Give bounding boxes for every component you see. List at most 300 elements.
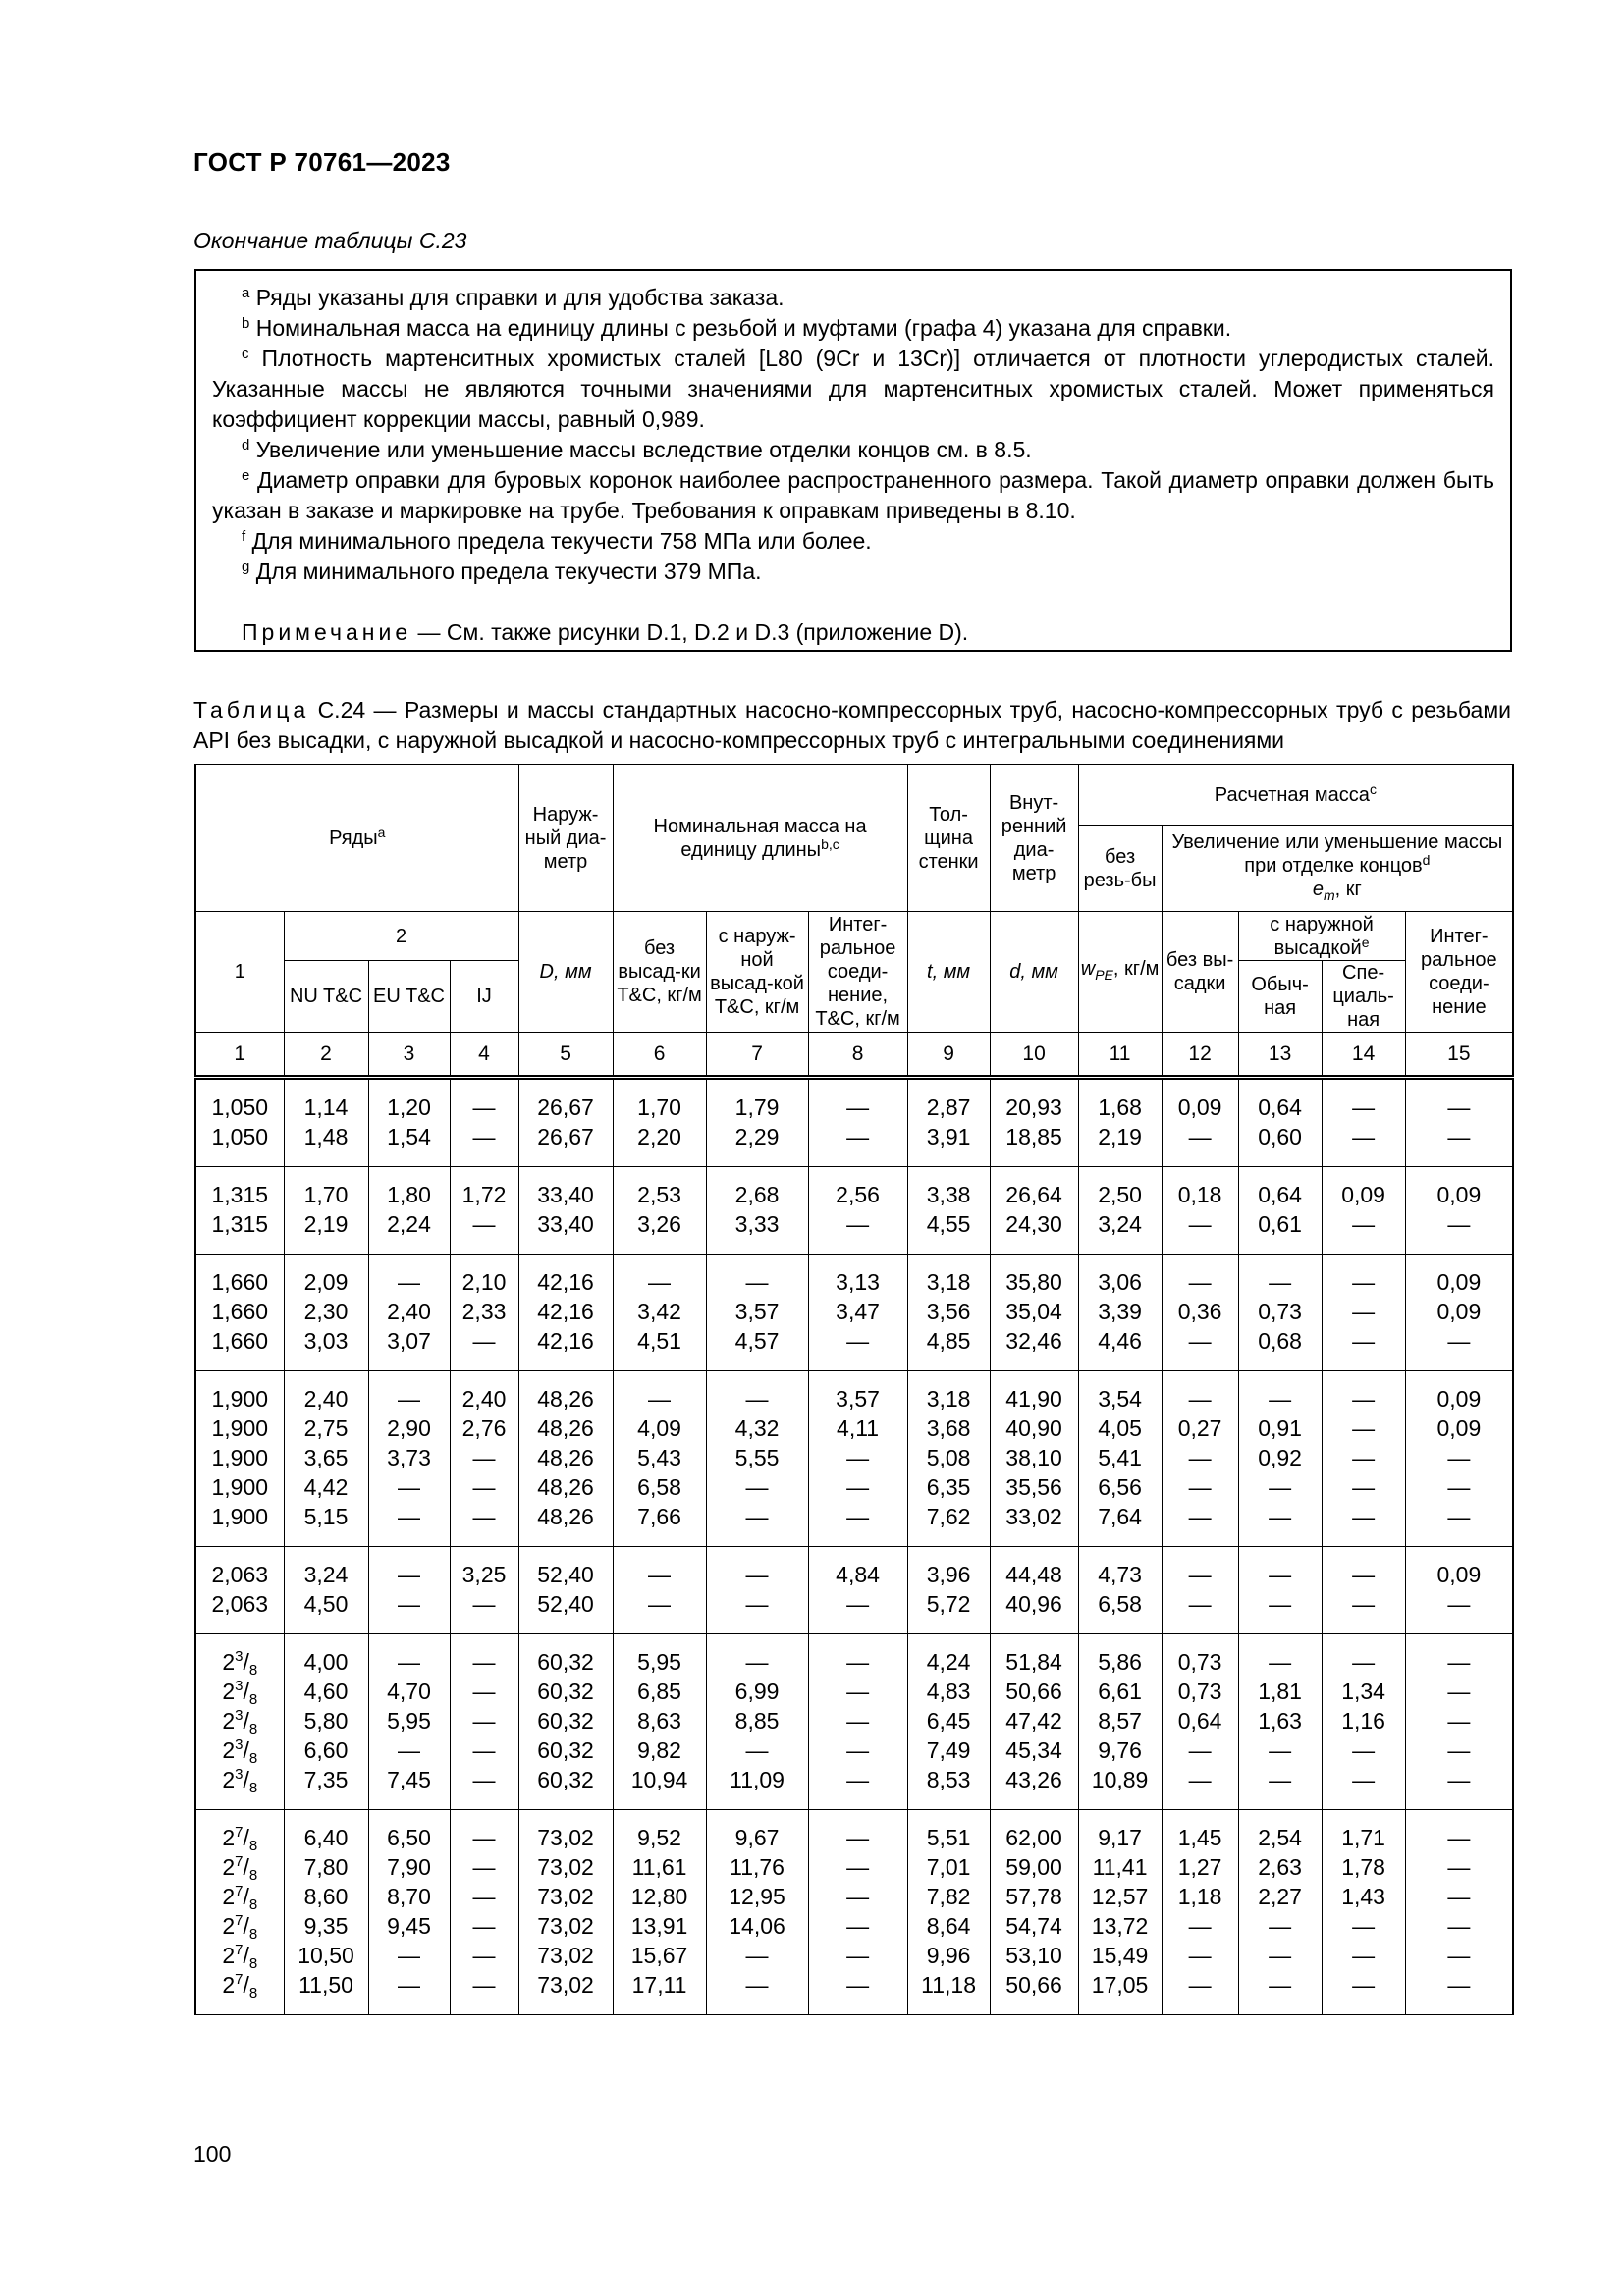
cell-value: 4,57 — [734, 1328, 780, 1354]
cell-value: 48,26 — [537, 1415, 594, 1441]
cell-value: 42,16 — [537, 1299, 594, 1324]
cell-value: 3,06 — [1098, 1269, 1142, 1295]
table-cell — [195, 1547, 284, 1634]
column-number: 2 — [284, 1033, 368, 1078]
document-code: ГОСТ Р 70761—2023 — [193, 147, 451, 177]
cell-value: 1,70 — [303, 1182, 349, 1207]
cell-value: — — [1447, 1445, 1471, 1470]
cell-value: 43,26 — [1005, 1767, 1062, 1792]
cell-value: — — [1447, 1095, 1471, 1120]
cell-value: — — [846, 1504, 870, 1529]
cell-value: — — [846, 1737, 870, 1763]
cell-value: 6,56 — [1098, 1474, 1142, 1500]
cell-value: 11,41 — [1092, 1854, 1148, 1880]
cell-value: 3,96 — [926, 1562, 971, 1587]
cell-value: 1,71 — [1341, 1825, 1385, 1850]
cell-value: 5,72 — [926, 1591, 971, 1617]
table-cell — [1078, 1810, 1162, 2015]
table-cell — [1162, 1255, 1238, 1371]
cell-value: — — [745, 1972, 769, 1998]
table-cell — [706, 1371, 808, 1547]
cell-value: 0,64 — [1258, 1182, 1302, 1207]
cell-value: — — [1269, 1737, 1292, 1763]
column-number-row — [195, 1033, 1513, 1078]
cell-value: 0,73 — [1177, 1679, 1222, 1704]
cell-value: — — [1188, 1124, 1212, 1149]
cell-value: 9,67 — [734, 1825, 780, 1850]
cell-value: 41,90 — [1005, 1386, 1062, 1412]
cell-value: — — [472, 1328, 496, 1354]
cell-value: 1,050 — [211, 1124, 269, 1149]
column-number: 13 — [1238, 1033, 1322, 1078]
cell-value: — — [1352, 1328, 1376, 1354]
cell-value: — — [1447, 1474, 1471, 1500]
cell-value: — — [745, 1386, 769, 1412]
cell-value: 47,42 — [1005, 1708, 1062, 1734]
cell-value: 5,86 — [1098, 1649, 1142, 1675]
table-cell — [195, 1255, 284, 1371]
header-wpe: $w_{PE}$, кг/м — [1078, 912, 1162, 1033]
column-number: 10 — [990, 1033, 1078, 1078]
table-cell — [1162, 1810, 1238, 2015]
cell-value: 45,34 — [1005, 1737, 1062, 1763]
column-number: 8 — [808, 1033, 907, 1078]
table-cell — [368, 1255, 450, 1371]
cell-value: 3,13 — [836, 1269, 880, 1295]
table-cell — [1405, 1547, 1513, 1634]
table-cell — [907, 1634, 990, 1810]
header-nominal-mass: Номинальная масса на единицу длины$^{b,c}$ — [613, 765, 907, 912]
header-eu-tc: EU T&C — [368, 961, 450, 1033]
table-cell — [1322, 1634, 1405, 1810]
cell-value: 26,67 — [537, 1095, 594, 1120]
cell-value: 8,60 — [303, 1884, 349, 1909]
cell-value: 60,32 — [537, 1649, 594, 1675]
header-calc-mass: Расчетная масса$^c$ — [1078, 765, 1513, 826]
cell-value: — — [1447, 1854, 1471, 1880]
table-cell — [284, 1167, 368, 1255]
cell-value: 0,09 — [1177, 1095, 1222, 1120]
cell-value: 3,18 — [926, 1386, 971, 1412]
cell-value: 4,60 — [303, 1679, 349, 1704]
cell-value: — — [846, 1943, 870, 1968]
cell-value: — — [1352, 1504, 1376, 1529]
cell-value: 17,11 — [631, 1972, 687, 1998]
cell-value: 2,33 — [461, 1299, 507, 1324]
cell-value: — — [398, 1649, 420, 1675]
cell-value: 10,50 — [298, 1943, 354, 1968]
cell-value: — — [1352, 1299, 1376, 1324]
cell-value: 6,58 — [637, 1474, 681, 1500]
cell-value: 3,57 — [836, 1386, 880, 1412]
cell-value: 4,83 — [926, 1679, 971, 1704]
header-t-mm: t, мм — [907, 912, 990, 1033]
cell-value: — — [1447, 1825, 1471, 1850]
cell-value: — — [846, 1825, 870, 1850]
cell-value: 3,18 — [926, 1269, 971, 1295]
cell-value: — — [745, 1737, 769, 1763]
cell-value: 73,02 — [537, 1972, 594, 1998]
column-number: 5 — [518, 1033, 613, 1078]
table-cell — [990, 1371, 1078, 1547]
table-cell — [284, 1547, 368, 1634]
table-cell — [990, 1547, 1078, 1634]
cell-value: 3,68 — [926, 1415, 971, 1441]
column-number: 3 — [368, 1033, 450, 1078]
cell-value: — — [1352, 1972, 1376, 1998]
page-number: 100 — [193, 2141, 232, 2166]
footnote-b: $^b$ Номинальная масса на единицу длины с резьбой и муфтами (графа 4) указана для справки. — [242, 315, 1232, 341]
cell-value: 0,73 — [1177, 1649, 1222, 1675]
cell-value: — — [1447, 1708, 1471, 1734]
table-cell — [450, 1255, 518, 1371]
cell-value: — — [1352, 1124, 1376, 1149]
cell-value: 4,24 — [926, 1649, 971, 1675]
cell-value: — — [1352, 1415, 1376, 1441]
cell-value: — — [398, 1386, 420, 1412]
cell-value: 12,95 — [729, 1884, 785, 1909]
header-wall-thickness: Тол-щина стенки — [907, 765, 990, 912]
cell-value: — — [846, 1591, 870, 1617]
cell-value: — — [472, 1445, 496, 1470]
cell-value: 1,900 — [211, 1445, 269, 1470]
cell-value: — — [648, 1269, 672, 1295]
cell-value: 2,54 — [1258, 1825, 1302, 1850]
cell-value: — — [1447, 1767, 1471, 1792]
cell-value: 0,73 — [1258, 1299, 1302, 1324]
cell-value: 1,72 — [461, 1182, 507, 1207]
cell-value: 0,09 — [1436, 1562, 1482, 1587]
column-number: 12 — [1162, 1033, 1238, 1078]
cell-value: — — [745, 1562, 769, 1587]
cell-value: 5,55 — [734, 1445, 780, 1470]
table-cell — [1238, 1078, 1322, 1167]
cell-value: 12,80 — [630, 1884, 688, 1909]
cell-value: — — [1188, 1504, 1212, 1529]
footnote-d: $^d$ Увеличение или уменьшение массы вследствие отделки концов см. в 8.5. — [242, 437, 1032, 462]
size-fraction: $2^7/_8$ — [222, 1942, 258, 1972]
header-no-upset-tc: без высад-ки T&C, кг/м — [613, 912, 706, 1033]
cell-value: 2,56 — [836, 1182, 880, 1207]
cell-value: 54,74 — [1005, 1913, 1062, 1939]
table-cell — [518, 1634, 613, 1810]
table-cell — [706, 1255, 808, 1371]
cell-value: — — [1352, 1445, 1376, 1470]
cell-value: 1,34 — [1341, 1679, 1385, 1704]
cell-value: 33,02 — [1005, 1504, 1062, 1529]
header-col-1: 1 — [195, 912, 284, 1033]
cell-value: 1,20 — [387, 1095, 431, 1120]
table-cell — [1238, 1547, 1322, 1634]
cell-value: — — [1447, 1972, 1471, 1998]
table-cell — [368, 1371, 450, 1547]
header-no-upset: без вы-садки — [1162, 912, 1238, 1033]
table-cell — [284, 1255, 368, 1371]
cell-value: 1,43 — [1341, 1884, 1385, 1909]
cell-value: — — [472, 1737, 496, 1763]
cell-value: 57,78 — [1005, 1884, 1062, 1909]
cell-value: — — [846, 1211, 870, 1237]
cell-value: 1,54 — [387, 1124, 431, 1149]
table-cell — [368, 1167, 450, 1255]
table-continuation-caption: Окончание таблицы С.23 — [193, 228, 467, 253]
table-cell — [613, 1810, 706, 2015]
table-cell — [1405, 1371, 1513, 1547]
cell-value: — — [745, 1591, 769, 1617]
cell-value: — — [1188, 1943, 1212, 1968]
cell-value: 0,91 — [1258, 1415, 1302, 1441]
cell-value: 35,04 — [1005, 1299, 1062, 1324]
cell-value: — — [472, 1854, 496, 1880]
cell-value: 1,78 — [1341, 1854, 1385, 1880]
cell-value: 0,60 — [1258, 1124, 1302, 1149]
cell-value: 7,82 — [926, 1884, 971, 1909]
cell-value: 4,73 — [1098, 1562, 1142, 1587]
cell-value: — — [1188, 1386, 1212, 1412]
cell-value: 0,09 — [1436, 1299, 1482, 1324]
cell-value: 3,39 — [1098, 1299, 1142, 1324]
cell-value: 2,09 — [303, 1269, 349, 1295]
table-cell — [808, 1167, 907, 1255]
table-cell — [368, 1547, 450, 1634]
cell-value: 2,24 — [387, 1211, 431, 1237]
cell-value: — — [1447, 1943, 1471, 1968]
cell-value: 9,96 — [926, 1943, 971, 1968]
cell-value: 0,92 — [1258, 1445, 1302, 1470]
cell-value: 2,10 — [461, 1269, 507, 1295]
table-cell — [450, 1547, 518, 1634]
cell-value: — — [1188, 1913, 1212, 1939]
cell-value: — — [1447, 1328, 1471, 1354]
cell-value: 1,14 — [303, 1095, 349, 1120]
table-cell — [808, 1078, 907, 1167]
table-row-group — [195, 1371, 1513, 1547]
column-number: 14 — [1322, 1033, 1405, 1078]
cell-value: 1,45 — [1177, 1825, 1222, 1850]
table-container — [194, 764, 1512, 2015]
cell-value: 3,57 — [734, 1299, 780, 1324]
header-inner-diameter: Внут-ренний диа-метр — [990, 765, 1078, 912]
cell-value: — — [472, 1884, 496, 1909]
table-cell — [1238, 1810, 1322, 2015]
table-cell — [195, 1810, 284, 2015]
cell-value: 15,67 — [630, 1943, 688, 1968]
cell-value: 33,40 — [537, 1211, 594, 1237]
cell-value: — — [846, 1854, 870, 1880]
cell-value: 2,30 — [303, 1299, 349, 1324]
cell-value: 18,85 — [1005, 1124, 1062, 1149]
cell-value: — — [1188, 1562, 1212, 1587]
table-cell — [518, 1371, 613, 1547]
cell-value: 1,900 — [211, 1474, 269, 1500]
cell-value: 7,35 — [303, 1767, 349, 1792]
cell-value: 1,70 — [637, 1095, 681, 1120]
cell-value: 73,02 — [537, 1854, 594, 1880]
cell-value: 3,03 — [303, 1328, 349, 1354]
footnotes-box — [194, 269, 1512, 652]
cell-value: 3,38 — [926, 1182, 971, 1207]
cell-value: 48,26 — [537, 1445, 594, 1470]
cell-value: 1,68 — [1098, 1095, 1142, 1120]
cell-value: — — [1188, 1474, 1212, 1500]
table-cell — [1238, 1255, 1322, 1371]
cell-value: 0,18 — [1177, 1182, 1222, 1207]
cell-value: 2,75 — [303, 1415, 349, 1441]
cell-value: 40,90 — [1005, 1415, 1062, 1441]
cell-value: — — [1269, 1649, 1292, 1675]
cell-value: — — [398, 1504, 420, 1529]
size-fraction: $2^3/_8$ — [222, 1766, 258, 1796]
column-number: 4 — [450, 1033, 518, 1078]
table-cell — [450, 1078, 518, 1167]
cell-value: 0,09 — [1436, 1386, 1482, 1412]
cell-value: 6,35 — [926, 1474, 971, 1500]
cell-value: 4,51 — [637, 1328, 681, 1354]
cell-value: 2,19 — [1098, 1124, 1142, 1149]
cell-value: — — [1447, 1737, 1471, 1763]
table-row-group — [195, 1167, 1513, 1255]
cell-value: 2,50 — [1098, 1182, 1142, 1207]
table-cell — [284, 1078, 368, 1167]
table-cell — [1078, 1371, 1162, 1547]
table-cell — [907, 1078, 990, 1167]
cell-value: — — [1352, 1386, 1376, 1412]
cell-value: 26,64 — [1005, 1182, 1062, 1207]
cell-value: 13,91 — [630, 1913, 688, 1939]
cell-value: — — [1188, 1269, 1212, 1295]
cell-value: 9,17 — [1098, 1825, 1142, 1850]
cell-value: — — [1352, 1474, 1376, 1500]
cell-value: 42,16 — [537, 1269, 594, 1295]
table-cell — [368, 1810, 450, 2015]
cell-value: — — [745, 1474, 769, 1500]
cell-value: — — [1269, 1386, 1292, 1412]
cell-value: 1,48 — [303, 1124, 349, 1149]
cell-value: — — [846, 1445, 870, 1470]
cell-value: 9,52 — [637, 1825, 681, 1850]
table-cell — [518, 1078, 613, 1167]
cell-value: — — [1188, 1445, 1212, 1470]
cell-value: 52,40 — [537, 1591, 594, 1617]
cell-value: — — [745, 1943, 769, 1968]
cell-value: — — [1269, 1913, 1292, 1939]
table-cell — [613, 1167, 706, 1255]
cell-value: — — [846, 1679, 870, 1704]
pipe-dimensions-table — [194, 764, 1514, 2015]
cell-value: 5,95 — [387, 1708, 431, 1734]
table-cell — [613, 1255, 706, 1371]
cell-value: — — [1447, 1591, 1471, 1617]
table-cell — [1405, 1634, 1513, 1810]
table-cell — [706, 1078, 808, 1167]
cell-value: 4,32 — [734, 1415, 780, 1441]
table-cell — [518, 1547, 613, 1634]
header-nu-tc: NU T&C — [284, 961, 368, 1033]
header-integral-tc: Интег-ральное соеди-нение, T&C, кг/м — [808, 912, 907, 1033]
cell-value: 59,00 — [1005, 1854, 1062, 1880]
header-ext-upset-tc: с наруж-ной высад-кой T&C, кг/м — [706, 912, 808, 1033]
cell-value: 0,27 — [1177, 1415, 1222, 1441]
table-cell — [195, 1167, 284, 1255]
cell-value: — — [1352, 1095, 1376, 1120]
cell-value: — — [1352, 1211, 1376, 1237]
table-cell — [907, 1167, 990, 1255]
cell-value: 3,73 — [387, 1445, 431, 1470]
cell-value: 8,64 — [926, 1913, 971, 1939]
cell-value: — — [1188, 1737, 1212, 1763]
cell-value: 3,07 — [387, 1328, 431, 1354]
column-number: 9 — [907, 1033, 990, 1078]
cell-value: 8,63 — [637, 1708, 681, 1734]
cell-value: 7,66 — [637, 1504, 681, 1529]
cell-value: — — [398, 1943, 420, 1968]
table-cell — [1162, 1371, 1238, 1547]
cell-value: — — [648, 1562, 672, 1587]
cell-value: 4,11 — [837, 1415, 880, 1441]
table-cell — [284, 1810, 368, 2015]
cell-value: 8,57 — [1098, 1708, 1142, 1734]
cell-value: 10,89 — [1091, 1767, 1149, 1792]
cell-value: — — [1269, 1767, 1292, 1792]
footnote-f: $^f$ Для минимального предела текучести 758 МПа или более. — [242, 528, 872, 554]
table-cell — [1405, 1255, 1513, 1371]
cell-value: 1,900 — [211, 1504, 269, 1529]
cell-value: 1,900 — [211, 1415, 269, 1441]
cell-value: 32,46 — [1005, 1328, 1062, 1354]
table-row-group — [195, 1810, 1513, 2015]
cell-value: 11,61 — [631, 1854, 687, 1880]
cell-value: 3,26 — [637, 1211, 681, 1237]
cell-value: 7,62 — [926, 1504, 971, 1529]
cell-value: 38,10 — [1005, 1445, 1062, 1470]
table-cell — [613, 1078, 706, 1167]
cell-value: 17,05 — [1091, 1972, 1149, 1998]
cell-value: 8,70 — [387, 1884, 431, 1909]
cell-value: 2,40 — [387, 1299, 431, 1324]
cell-value: 5,15 — [303, 1504, 349, 1529]
table-body — [195, 1078, 1513, 2015]
size-fraction: $2^7/_8$ — [222, 1971, 258, 2002]
cell-value: 1,18 — [1177, 1884, 1222, 1909]
cell-value: 2,53 — [637, 1182, 681, 1207]
cell-value: 0,68 — [1258, 1328, 1302, 1354]
cell-value: 4,70 — [387, 1679, 431, 1704]
cell-value: 1,81 — [1258, 1679, 1302, 1704]
table-cell — [706, 1547, 808, 1634]
cell-value: — — [472, 1943, 496, 1968]
table-cell — [706, 1634, 808, 1810]
table-cell — [990, 1078, 1078, 1167]
cell-value: — — [1447, 1913, 1471, 1939]
cell-value: — — [1188, 1328, 1212, 1354]
footnote-a: $^a$ Ряды указаны для справки и для удобства заказа. — [242, 285, 785, 310]
cell-value: 53,10 — [1005, 1943, 1062, 1968]
cell-value: 60,32 — [537, 1737, 594, 1763]
table-cell — [1162, 1547, 1238, 1634]
column-number: 7 — [706, 1033, 808, 1078]
column-number: 11 — [1078, 1033, 1162, 1078]
cell-value: — — [1188, 1591, 1212, 1617]
cell-value: 2,76 — [461, 1415, 507, 1441]
cell-value: — — [1447, 1649, 1471, 1675]
cell-value: — — [846, 1124, 870, 1149]
cell-value: — — [1352, 1562, 1376, 1587]
cell-value: — — [846, 1767, 870, 1792]
footnote-e: $^e$ Диаметр оправки для буровых коронок наиболее распространенного размера. Такой диаметр оправки должен быть указан в заказе и маркировке на трубе. Требования к оправкам приведены в 8.10. — [212, 467, 1494, 523]
cell-value: 1,79 — [734, 1095, 780, 1120]
cell-value: 48,26 — [537, 1474, 594, 1500]
header-ext-upset: с наружной высадкой$^e$ — [1238, 912, 1405, 961]
